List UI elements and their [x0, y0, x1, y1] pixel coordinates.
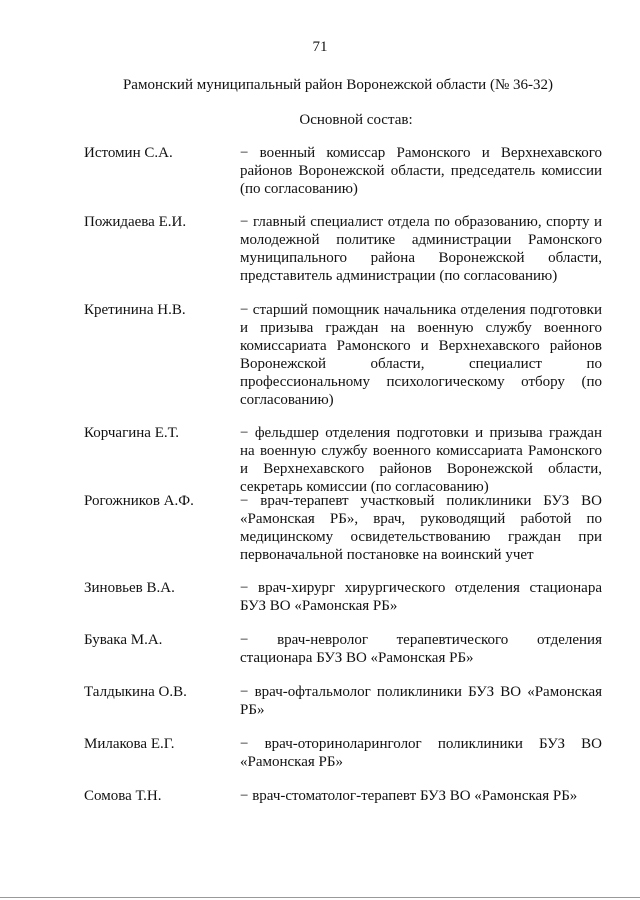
- member-name: Пожидаева Е.И.: [84, 214, 187, 230]
- member-name: Бувака М.А.: [84, 632, 163, 648]
- member-role: − главный специалист отдела по образованию, спорту и молодежной политике администрации Рамонского муниципального района Воронежской области, представитель администрации (по согласованию): [240, 214, 602, 284]
- member-name: Корчагина Е.Т.: [84, 425, 180, 441]
- member-role: − военный комиссар Рамонского и Верхнехавского районов Воронежской области, председатель комиссии (по согласованию): [240, 145, 602, 197]
- member-role: − врач-стоматолог-терапевт БУЗ ВО «Рамонская РБ»: [240, 788, 578, 804]
- member-role: − врач-хирург хирургического отделения стационара БУЗ ВО «Рамонская РБ»: [240, 580, 602, 614]
- district-title: Рамонский муниципальный район Воронежской области (№ 36-32): [122, 77, 554, 93]
- composition-heading: Основной состав:: [299, 112, 413, 128]
- member-name: Зиновьев В.А.: [84, 580, 175, 596]
- member-role: − фельдшер отделения подготовки и призыва граждан на военную службу военного комиссариата Рамонского и Верхнехавского районов Воронежской области, секретарь комиссии (по согласованию): [240, 425, 602, 495]
- page-bottom-divider: [0, 897, 640, 898]
- member-role: − врач-невролог терапевтического отделения стационара БУЗ ВО «Рамонская РБ»: [240, 632, 602, 666]
- member-role: − врач-офтальмолог поликлиники БУЗ ВО «Рамонская РБ»: [240, 684, 602, 718]
- member-role: − врач-оториноларинголог поликлиники БУЗ ВО «Рамонская РБ»: [240, 736, 602, 770]
- member-role: − врач-терапевт участковый поликлиники БУЗ ВО «Рамонская РБ», врач, руководящий работой по медицинскому освидетельствованию граждан при первоначальной постановке на воинский учет: [240, 493, 602, 563]
- member-name: Талдыкина О.В.: [84, 684, 187, 700]
- member-role: − старший помощник начальника отделения подготовки и призыва граждан на военную службу военного комиссариата Рамонского и Верхнехавского районов Воронежской области, специалист по профессиональному психологическому отбору (по согласованию): [240, 302, 602, 408]
- member-name: Истомин С.А.: [84, 145, 173, 161]
- member-name: Кретинина Н.В.: [84, 302, 186, 318]
- member-name: Сомова Т.Н.: [84, 788, 162, 804]
- member-name: Милакова Е.Г.: [84, 736, 175, 752]
- member-name: Рогожников А.Ф.: [84, 493, 194, 509]
- page-number: 71: [312, 39, 328, 55]
